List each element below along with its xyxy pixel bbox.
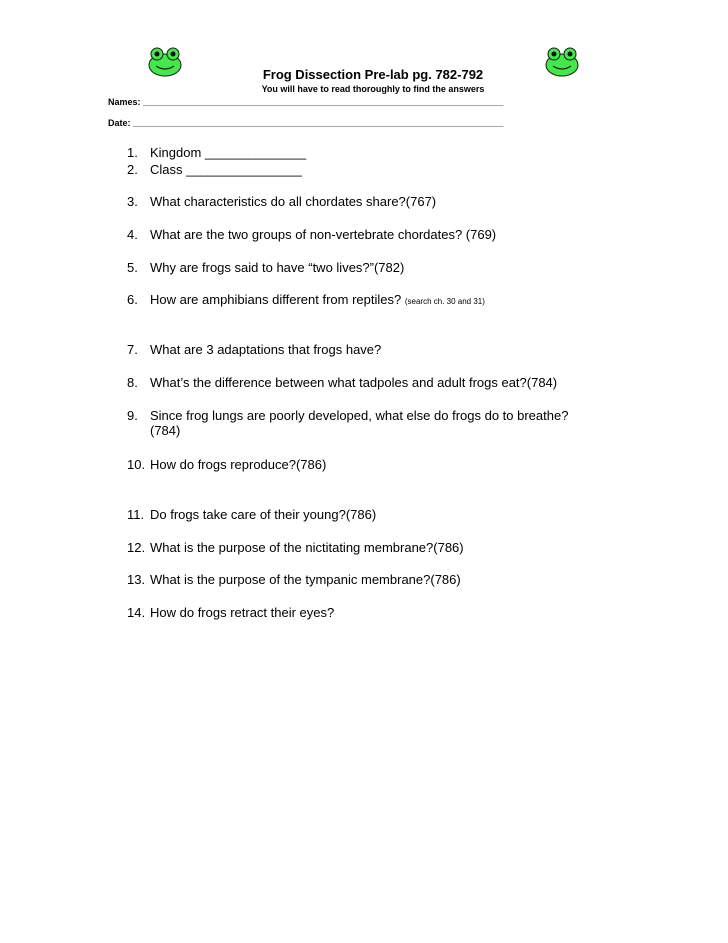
question-item [127, 375, 557, 390]
question-text: How do frogs reproduce?(786) [150, 457, 327, 472]
question-number: 9. [127, 408, 138, 423]
question-number: 5. [127, 260, 138, 275]
question-item [127, 507, 376, 522]
question-item [127, 292, 485, 307]
page-title: Frog Dissection Pre-lab pg. 782-792 [262, 67, 484, 82]
question-number: 2. [127, 162, 138, 177]
question-item [127, 457, 326, 472]
question-text: What is the purpose of the nictitating membrane?(786) [150, 540, 464, 555]
question-item [127, 145, 306, 160]
question-item [127, 408, 568, 438]
question-text: What are 3 adaptations that frogs have? [150, 342, 382, 357]
question-number: 4. [127, 227, 138, 242]
question-text: What are the two groups of non-vertebrate chordates? (769) [150, 227, 497, 242]
question-text: Since frog lungs are poorly developed, what else do frogs do to breathe? [150, 408, 569, 423]
question-text: What’s the difference between what tadpoles and adult frogs eat?(784) [150, 375, 558, 390]
question-item [127, 342, 381, 357]
question-number: 12. [127, 540, 146, 555]
page-subtitle: You will have to read thoroughly to find the answers [261, 84, 485, 94]
question-text: How do frogs retract their eyes? [150, 605, 335, 620]
names-blank[interactable]: ________________________________________________________________________ [143, 97, 504, 107]
names-label: Names: [108, 97, 141, 107]
question-text: Do frogs take care of their young?(786) [150, 507, 377, 522]
question-number: 3. [127, 194, 138, 209]
question-item [127, 605, 334, 620]
question-text: What characteristics do all chordates share?(767) [150, 194, 437, 209]
question-number: 8. [127, 375, 138, 390]
question-number: 14. [127, 605, 146, 620]
date-label: Date: [108, 118, 131, 128]
date-field[interactable] [108, 118, 503, 128]
question-text: How are amphibians different from reptiles? [150, 292, 402, 307]
question-number: 11. [127, 507, 145, 522]
question-note: (search ch. 30 and 31) [404, 297, 485, 306]
question-number: 6. [127, 292, 138, 307]
question-number: 10. [127, 457, 146, 472]
question-item [127, 227, 496, 242]
question-text: Kingdom ______________ [150, 145, 307, 160]
question-text: What is the purpose of the tympanic membrane?(786) [150, 572, 461, 587]
question-text: Class ________________ [150, 162, 302, 177]
question-number: 7. [127, 342, 138, 357]
date-blank[interactable]: __________________________________________________________________________ [133, 118, 504, 128]
question-item [127, 260, 404, 275]
question-number: 1. [127, 145, 138, 160]
question-text-continued: (784) [150, 423, 181, 438]
question-text: Why are frogs said to have “two lives?”(782) [150, 260, 405, 275]
names-field[interactable] [108, 97, 503, 107]
question-item [127, 194, 436, 209]
question-item [127, 162, 302, 177]
question-number: 13. [127, 572, 146, 587]
question-item [127, 540, 464, 555]
question-item [127, 572, 461, 587]
